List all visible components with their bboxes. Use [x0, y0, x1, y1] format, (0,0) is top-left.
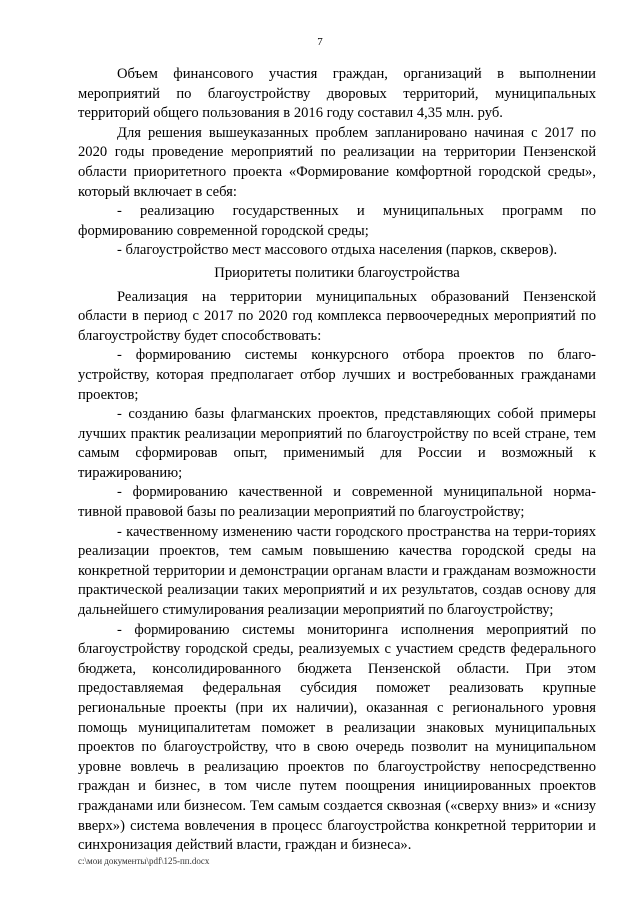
- list-item-parks: - благоустройство мест массового отдыха населения (парков, скверов).: [117, 242, 558, 259]
- list-item-regulatory-base: - формированию качественной и современной муниципальной норма-тивной правовой базы по реализации мероприятий по благоустройству;: [78, 484, 596, 521]
- document-body: [78, 65, 596, 856]
- paragraph-priorities-intro: Реализация на территории муниципальных образований Пензенской области в период с 2017 по 2020 год комплекса первоочередных мероприятий по благоустройству будет способствовать:: [78, 288, 596, 344]
- list-item-competitive-selection: - формированию системы конкурсного отбора проектов по благо-устройству, которая предполагает отбор лучших и востребованных гражданами проектов;: [78, 347, 596, 403]
- list-item-monitoring: - формированию системы мониторинга исполнения мероприятий по благоустройству городской среды, реализуемых с участием средств федерального бюджета, консолидированного бюджета Пензенской области. При этом предоставляемая федеральная субсидия поможет реализовать крупные региональные проекты (при их наличии), оказанная с регионального уровня помощь муниципалитетам поможет в реализации знаковых муниципальных проектов по благоустройству, что в свою очередь позволит на муниципальном уровне вовлечь в реализацию проектов по благоустройству непосредственно граждан и бизнес, в том числе путем поощрения инициированных проектов гражданами или бизнесом. Тем самым создается сквозная («сверху вниз» и «снизу вверх») система вовлечения в процесс благоустройства конкретной территории и синхронизация действий власти, граждан и бизнеса».: [78, 621, 596, 854]
- list-item-flagship-projects: - созданию базы флагманских проектов, представляющих собой примеры лучших практик реализации мероприятий по благоустройству по всей стране, тем самым сформировав опыт, применимый для России и возможный к тиражированию;: [78, 406, 596, 481]
- paragraph-project-plan: Для решения вышеуказанных проблем запланировано начиная с 2017 по 2020 годы проведение мероприятий по реализации на территории Пензенской области приоритетного проекта «Формирование комфортной городской среды», который включает в себя:: [78, 124, 596, 200]
- list-item-urban-space: - качественному изменению части городского пространства на терри-ториях реализации проектов, тем самым повышению качества городской среды на конкретной территории и демонстрации органам власти и гражданам возможности практической реализации таких мероприятий и их результатов, создав основу для дальнейшего стимулирования реализации мероприятий по благоустройству;: [78, 523, 596, 619]
- file-path-footer: c:\мои документы\pdf\125-пп.docx: [78, 856, 210, 866]
- section-heading: Приоритеты политики благоустройства: [214, 264, 460, 281]
- page-number: 7: [317, 36, 323, 48]
- list-item-programs: - реализацию государственных и муниципальных программ по формированию современной городской среды;: [78, 203, 596, 239]
- paragraph-financing: Объем финансового участия граждан, организаций в выполнении мероприятий по благоустройству дворовых территорий, муниципальных территорий общего пользования в 2016 году составил 4,35 млн. руб.: [78, 66, 596, 122]
